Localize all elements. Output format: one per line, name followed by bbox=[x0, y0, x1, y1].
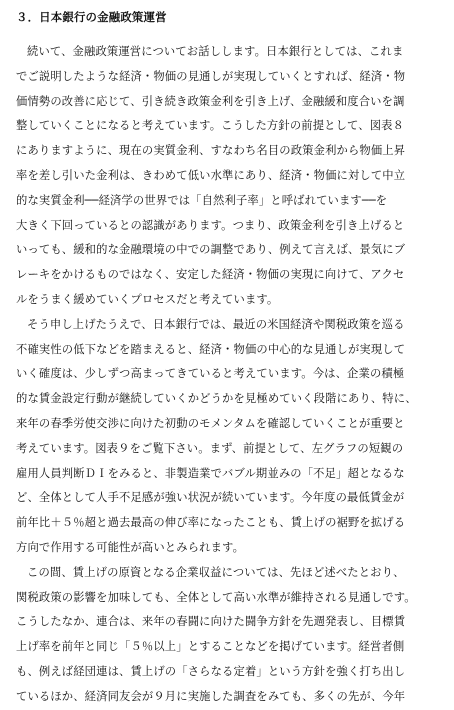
text-line: いっても、緩和的な金融環境の中での調整であり、例えて言えば、景気にブ bbox=[16, 243, 406, 257]
text-line: 整していくことになると考えています。こうした方針の前提として、図表８ bbox=[16, 119, 405, 133]
text-line: ルをうまく緩めていくプロセスだと考えています。 bbox=[16, 292, 279, 306]
text-line: 率を差し引いた金利は、きわめて低い水準にあり、経済・物価に対して中立 bbox=[16, 168, 406, 182]
text-line: にありますように、現在の実質金利、すなわち名目の政策金利から物価上昇 bbox=[16, 144, 406, 158]
text-line: 来年の春季労使交渉に向けた初動のモメンタムを確認していくことが重要と bbox=[16, 416, 405, 430]
document-body bbox=[16, 40, 439, 710]
text-line: ているほか、経済同友会が９月に実施した調査をみても、多くの先が、今年 bbox=[16, 689, 406, 703]
text-line: 不確実性の低下などを踏まえると、経済・物価の中心的な見通しが実現して bbox=[16, 342, 406, 356]
text-line: この間、賃上げの原資となる企業収益については、先ほど述べたとおり、 bbox=[27, 565, 405, 579]
text-line: 大きく下回っているとの認識があります。つまり、政策金利を引き上げると bbox=[16, 218, 405, 232]
text-line: 続いて、金融政策運営についてお話しします。日本銀行としては、これま bbox=[27, 45, 404, 58]
text-line: ど、全体として人手不足感が強い状況が続いています。今年度の最低賃金が bbox=[16, 491, 405, 505]
text-line: 関税政策の影響を加味しても、全体として高い水準が維持される見通しです。 bbox=[16, 590, 416, 604]
text-line: 前年比＋５％超と過去最高の伸び率になったことも、賃上げの裾野を拡げる bbox=[16, 516, 406, 530]
text-line: も、例えば経団連は、賃上げの「さらなる定着」という方針を強く打ち出し bbox=[16, 664, 406, 678]
text-line: 価情勢の改善に応じて、引き続き政策金利を引き上げ、金融緩和度合いを調 bbox=[16, 94, 405, 108]
section-heading: ３．日本銀行の金融政策運営 bbox=[16, 10, 167, 24]
text-line: 的な賃金設定行動が継続していくかどうかを見極めていく段階にあり、特に、 bbox=[16, 392, 417, 406]
text-line: こうしたなか、連合は、来年の春闘に向けた闘争方針を先週発表し、目標賃 bbox=[16, 615, 406, 629]
paragraph-1 bbox=[16, 40, 439, 313]
text-line: いく確度は、少しずつ高まってきていると考えています。今は、企業の積極 bbox=[16, 367, 405, 381]
text-line: 方向で作用する可能性が高いとみられます。 bbox=[16, 540, 245, 554]
text-line: そう申し上げたうえで、日本銀行では、最近の米国経済や関税政策を巡る bbox=[27, 317, 405, 331]
text-line: 考えています。図表９をご覧下さい。まず、前提として、左グラフの短観の bbox=[16, 441, 404, 455]
text-line: 雇用人員判断ＤＩをみると、非製造業でバブル期並みの「不足」超となるな bbox=[16, 466, 405, 480]
text-line: 的な実質金利──経済学の世界では「自然利子率」と呼ばれています──を bbox=[16, 193, 388, 207]
text-line: でご説明したような経済・物価の見通しが実現していくとすれば、経済・物 bbox=[16, 69, 406, 83]
text-line: 上げ率を前年と同じ「５％以上」とすることなどを掲げています。経営者側 bbox=[16, 640, 405, 654]
paragraph-3 bbox=[16, 561, 439, 710]
text-line: レーキをかけるものではなく、安定した経済・物価の実現に向けて、アクセ bbox=[16, 268, 405, 282]
paragraph-2 bbox=[16, 313, 439, 561]
